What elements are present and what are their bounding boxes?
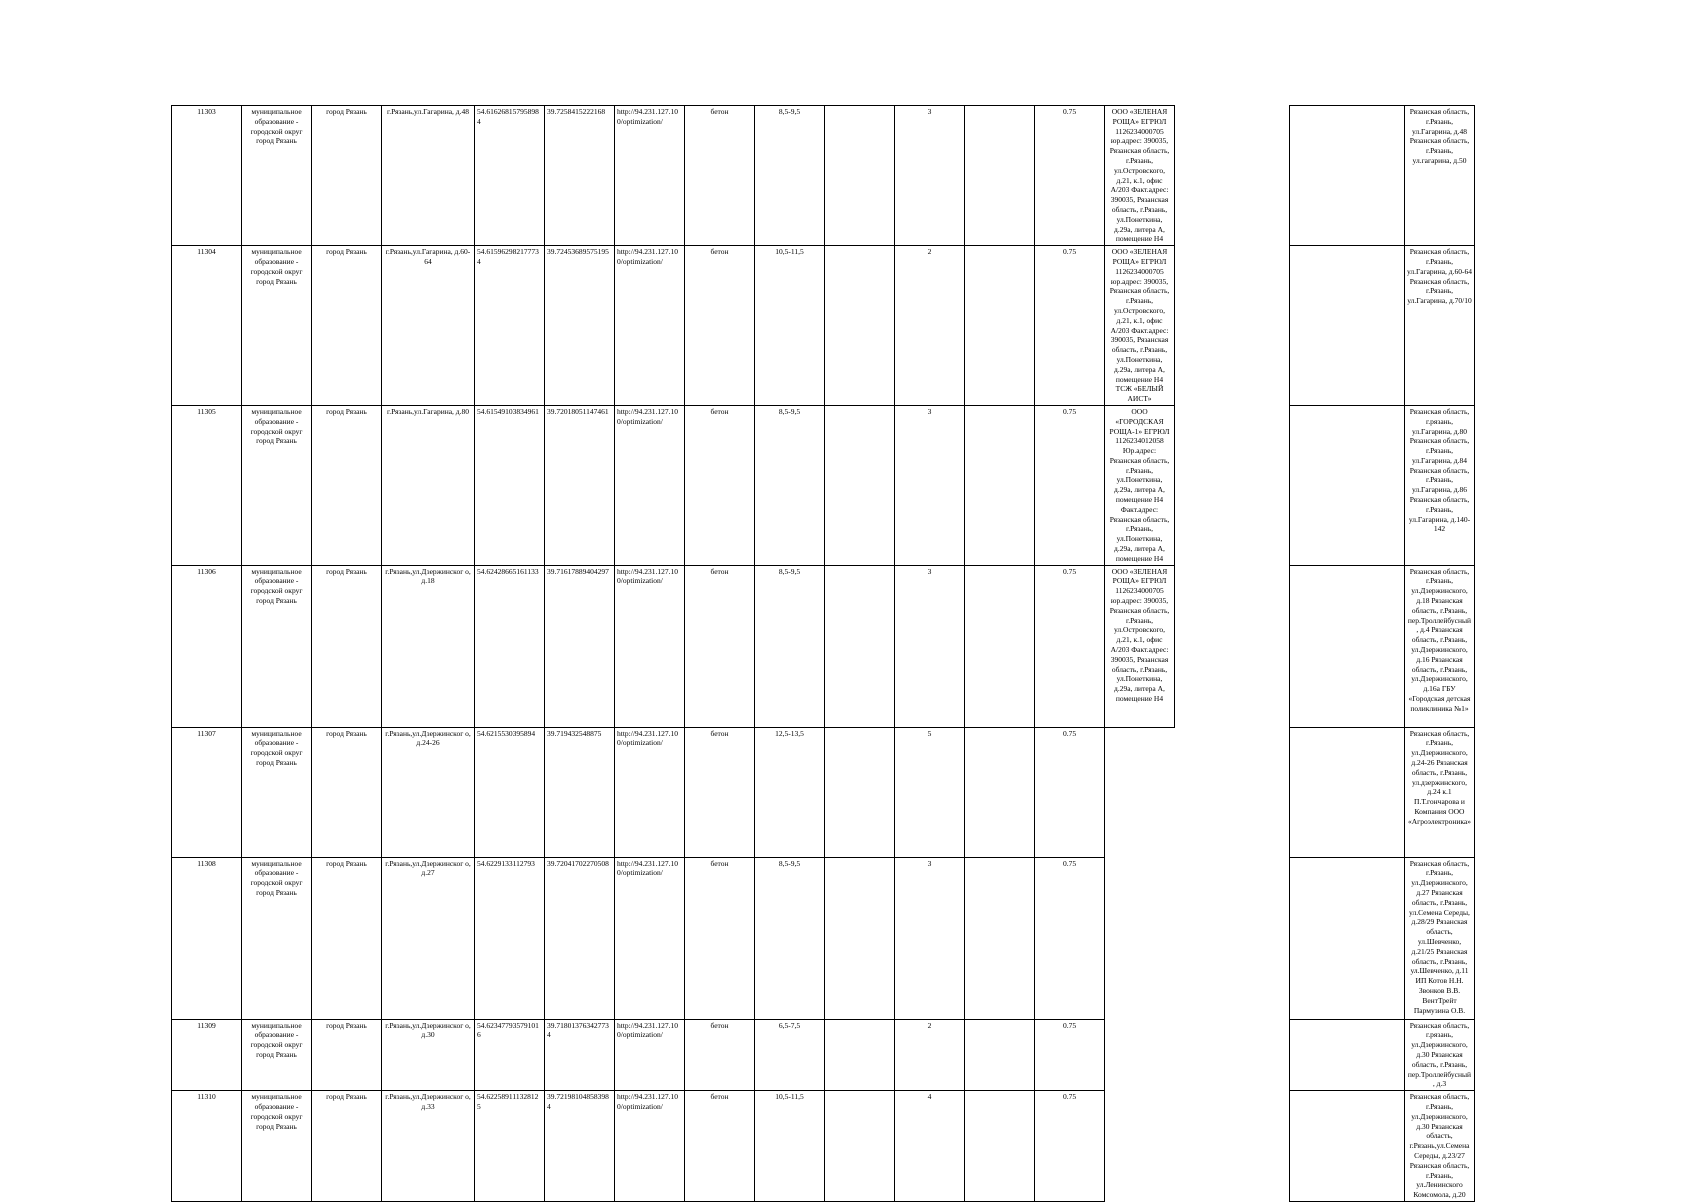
cell-empty-1 — [825, 1091, 895, 1202]
cell-url: http://94.231.127.10 0/optimization/ — [615, 246, 685, 406]
cell-latitude: 54.62428665161133 — [475, 565, 545, 727]
cell-url: http://94.231.127.10 0/optimization/ — [615, 857, 685, 1019]
cell-empty-4 — [1290, 565, 1405, 727]
cell-city: город Рязань — [312, 1091, 382, 1202]
cell-containers: 3 — [895, 565, 965, 727]
table-row — [172, 246, 1573, 406]
cell-volume: 0.75 — [1035, 565, 1105, 727]
table-row — [172, 857, 1573, 1019]
table-row — [172, 106, 1573, 246]
cell-owner: ООО «ЗЕЛЕНАЯ РОЩА» ЕГРЮЛ 1126234000705 юр.адрес: 390035, Рязанская область, г.Рязань, ул.Островского, д.21, к.1, офис А/203 Факт.адрес: 390035, Рязанская область, г.Рязань, ул.Понеткина, д.29а, литера А, помещение Н4 — [1105, 106, 1175, 246]
cell-url: http://94.231.127.10 0/optimization/ — [615, 1019, 685, 1091]
cell-url: http://94.231.127.10 0/optimization/ — [615, 1091, 685, 1202]
cell-area: 10,5-11,5 — [755, 246, 825, 406]
cell-empty-2 — [965, 246, 1035, 406]
cell-municipality: муниципальное образование - городской округ город Рязань — [242, 246, 312, 406]
cell-address: г.Рязань,ул.Дзержинског о, д.27 — [382, 857, 475, 1019]
cell-empty-2 — [965, 405, 1035, 565]
cell-gap — [1175, 1019, 1290, 1091]
cell-empty-4 — [1290, 727, 1405, 857]
cell-served-objects: Рязанская область, г.Рязань, ул.Дзержинского, д.24-26 Рязанская область, г.Рязань, ул.дзержинского, д.24 к.1 П.Т.гончарова и Компания ООО «Агроэлектроника» — [1405, 727, 1475, 857]
cell-empty-4 — [1290, 405, 1405, 565]
cell-gap — [1175, 246, 1290, 406]
cell-id: 11306 — [172, 565, 242, 727]
cell-city: город Рязань — [312, 727, 382, 857]
cell-id: 11304 — [172, 246, 242, 406]
cell-surface: бетон — [685, 1091, 755, 1202]
cell-empty-1 — [825, 727, 895, 857]
cell-city: город Рязань — [312, 857, 382, 1019]
cell-latitude: 54.6215530395894 — [475, 727, 545, 857]
cell-municipality: муниципальное образование - городской округ город Рязань — [242, 1019, 312, 1091]
cell-latitude: 54.62347793579101 6 — [475, 1019, 545, 1091]
cell-gap — [1175, 857, 1290, 1019]
cell-id: 11305 — [172, 405, 242, 565]
cell-served-objects: Рязанская область, г.Рязань, ул.Гагарина, д.48 Рязанская область, г.Рязань, ул.гагарина, д.50 — [1405, 106, 1475, 246]
cell-served-objects: Рязанская область, г.Рязань, ул.Гагарина, д.60-64 Рязанская область, г.Рязань, ул.Гагарина, д.70/10 — [1405, 246, 1475, 406]
cell-owner-empty — [1105, 1019, 1175, 1091]
cell-owner: ООО «ГОРОДСКАЯ РОЩА-1» ЕГРЮЛ 1126234012058 Юр.адрес: Рязанская область, г.Рязань, ул.Понеткина, д.29а, литера А, помещение Н4 Факт.адрес: Рязанская область, г.Рязань, ул.Понеткина, д.29а, литера А, помещение Н4 — [1105, 405, 1175, 565]
cell-municipality: муниципальное образование - городской округ город Рязань — [242, 565, 312, 727]
cell-volume: 0.75 — [1035, 1091, 1105, 1202]
cell-url: http://94.231.127.10 0/optimization/ — [615, 727, 685, 857]
cell-address: г.Рязань,ул.Гагарина, д.48 — [382, 106, 475, 246]
cell-owner: ООО «ЗЕЛЕНАЯ РОЩА» ЕГРЮЛ 1126234000705 юр.адрес: 390035, Рязанская область, г.Рязань, ул.Островского, д.21, к.1, офис А/203 Факт.адрес: 390035, Рязанская область, г.Рязань, ул.Понеткина, д.29а, литера А, помещение Н4 ТСЖ «БЕЛЫЙ АИСТ» — [1105, 246, 1175, 406]
cell-owner-empty — [1105, 727, 1175, 857]
cell-served-objects: Рязанская область, г.рязань, ул.Гагарина, д.80 Рязанская область, г.Рязань, ул.Гагарина, д.84 Рязанская область, г.Рязань, ул.Гагарина, д.86 Рязанская область, г.Рязань, ул.Гагарина, д.140-142 — [1405, 405, 1475, 565]
cell-longitude: 39.72041702270508 — [545, 857, 615, 1019]
cell-surface: бетон — [685, 1019, 755, 1091]
cell-longitude: 39.71801376342773 4 — [545, 1019, 615, 1091]
cell-volume: 0.75 — [1035, 857, 1105, 1019]
cell-volume: 0.75 — [1035, 405, 1105, 565]
cell-municipality: муниципальное образование - городской округ город Рязань — [242, 857, 312, 1019]
table-row — [172, 565, 1573, 727]
cell-id: 11310 — [172, 1091, 242, 1202]
cell-served-objects: Рязанская область, г.Рязань, ул.Дзержинского, д.27 Рязанская область, г.Рязань, ул.Семена Середы, д.28/29 Рязанская область, ул.Шевченко, д.21/25 Рязанская область, г.Рязань, ул.Шевченко, д.11 ИП Котов Н.Н. Звонков В.В. ВентТрейт Пармузина О.В. — [1405, 857, 1475, 1019]
cell-url: http://94.231.127.10 0/optimization/ — [615, 405, 685, 565]
cell-longitude: 39.72018051147461 — [545, 405, 615, 565]
cell-volume: 0.75 — [1035, 727, 1105, 857]
cell-latitude: 54.61549103834961 — [475, 405, 545, 565]
cell-containers: 2 — [895, 1019, 965, 1091]
cell-address: г.Рязань,ул.Гагарина, д.60-64 — [382, 246, 475, 406]
cell-city: город Рязань — [312, 565, 382, 727]
cell-containers: 3 — [895, 405, 965, 565]
cell-owner-empty — [1105, 1091, 1175, 1202]
cell-id: 11303 — [172, 106, 242, 246]
cell-city: город Рязань — [312, 405, 382, 565]
cell-empty-4 — [1290, 857, 1405, 1019]
cell-containers: 2 — [895, 246, 965, 406]
cell-area: 8,5-9,5 — [755, 857, 825, 1019]
cell-latitude: 54.62258911132812 5 — [475, 1091, 545, 1202]
cell-empty-1 — [825, 106, 895, 246]
cell-surface: бетон — [685, 565, 755, 727]
cell-url: http://94.231.127.10 0/optimization/ — [615, 565, 685, 727]
cell-empty-4 — [1290, 106, 1405, 246]
cell-area: 8,5-9,5 — [755, 565, 825, 727]
cell-id: 11307 — [172, 727, 242, 857]
cell-gap — [1175, 565, 1290, 727]
cell-empty-1 — [825, 1019, 895, 1091]
cell-empty-4 — [1290, 1091, 1405, 1202]
cell-containers: 3 — [895, 106, 965, 246]
table-row — [172, 727, 1573, 857]
cell-served-objects: Рязанская область, г.рязань, ул.Дзержинского, д.30 Рязанская область, г.Рязань, пер.Троллейбусный, д.3 — [1405, 1019, 1475, 1091]
cell-address: г.Рязань,ул.Дзержинског о, д.24-26 — [382, 727, 475, 857]
cell-city: город Рязань — [312, 1019, 382, 1091]
cell-address: г.Рязань,ул.Дзержинског о, д.18 — [382, 565, 475, 727]
cell-surface: бетон — [685, 106, 755, 246]
cell-containers: 5 — [895, 727, 965, 857]
table-row — [172, 405, 1573, 565]
cell-served-objects: Рязанская область, г.Рязань, ул.Дзержинского, д.30 Рязанская область, г.Рязань,ул.Семена Середы, д.23/27 Рязанская область, г.Рязань, ул.Ленинского Комсомола, д.20 — [1405, 1091, 1475, 1202]
cell-municipality: муниципальное образование - городской округ город Рязань — [242, 1091, 312, 1202]
cell-empty-2 — [965, 106, 1035, 246]
cell-gap — [1175, 106, 1290, 246]
cell-empty-2 — [965, 565, 1035, 727]
cell-municipality: муниципальное образование - городской округ город Рязань — [242, 727, 312, 857]
cell-surface: бетон — [685, 857, 755, 1019]
cell-surface: бетон — [685, 727, 755, 857]
cell-empty-2 — [965, 857, 1035, 1019]
cell-empty-1 — [825, 565, 895, 727]
cell-empty-2 — [965, 1091, 1035, 1202]
table-row — [172, 1091, 1573, 1202]
cell-longitude: 39.72453689575195 — [545, 246, 615, 406]
cell-address: г.Рязань,ул.Гагарина, д.80 — [382, 405, 475, 565]
cell-gap — [1175, 727, 1290, 857]
cell-longitude: 39.719432548875 — [545, 727, 615, 857]
table-row — [172, 1019, 1573, 1091]
cell-address: г.Рязань,ул.Дзержинског о, д.33 — [382, 1091, 475, 1202]
cell-city: город Рязань — [312, 246, 382, 406]
cell-address: г.Рязань,ул.Дзержинског о, д.30 — [382, 1019, 475, 1091]
cell-latitude: 54.61596298217773 4 — [475, 246, 545, 406]
cell-containers: 3 — [895, 857, 965, 1019]
cell-empty-2 — [965, 727, 1035, 857]
cell-latitude: 54.6229133112793 — [475, 857, 545, 1019]
cell-owner: ООО «ЗЕЛЕНАЯ РОЩА» ЕГРЮЛ 1126234000705 юр.адрес: 390035, Рязанская область, г.Рязань, ул.Островского, д.21, к.1, офис А/203 Факт.адрес: 390035, Рязанская область, г.Рязань, ул.Понеткина, д.29а, литера А, помещение Н4 — [1105, 565, 1175, 727]
cell-area: 12,5-13,5 — [755, 727, 825, 857]
cell-area: 8,5-9,5 — [755, 405, 825, 565]
cell-volume: 0.75 — [1035, 1019, 1105, 1091]
cell-gap — [1175, 405, 1290, 565]
cell-longitude: 39.7258415222168 — [545, 106, 615, 246]
cell-empty-1 — [825, 246, 895, 406]
cell-url: http://94.231.127.10 0/optimization/ — [615, 106, 685, 246]
cell-area: 8,5-9,5 — [755, 106, 825, 246]
cell-surface: бетон — [685, 246, 755, 406]
cell-municipality: муниципальное образование - городской округ город Рязань — [242, 106, 312, 246]
cell-surface: бетон — [685, 405, 755, 565]
cell-empty-4 — [1290, 246, 1405, 406]
cell-area: 6,5-7,5 — [755, 1019, 825, 1091]
cell-municipality: муниципальное образование - городской округ город Рязань — [242, 405, 312, 565]
register-table — [171, 105, 1573, 1202]
cell-empty-4 — [1290, 1019, 1405, 1091]
cell-latitude: 54.61626815795898 4 — [475, 106, 545, 246]
cell-volume: 0.75 — [1035, 106, 1105, 246]
cell-longitude: 39.71617889404297 — [545, 565, 615, 727]
cell-id: 11308 — [172, 857, 242, 1019]
cell-empty-1 — [825, 857, 895, 1019]
cell-gap — [1175, 1091, 1290, 1202]
cell-area: 10,5-11,5 — [755, 1091, 825, 1202]
cell-city: город Рязань — [312, 106, 382, 246]
cell-empty-2 — [965, 1019, 1035, 1091]
cell-volume: 0.75 — [1035, 246, 1105, 406]
cell-longitude: 39.72198104858398 4 — [545, 1091, 615, 1202]
cell-served-objects: Рязанская область, г.Рязань, ул.Дзержинского, д.18 Рязанская область, г.Рязань, пер.Троллейбусный, д.4 Рязанская область, г.Рязань, ул.Дзержинского, д.16 Рязанская область, г.Рязань, ул.Дзержинского, д.16а ГБУ «Городская детская поликлиника №1» — [1405, 565, 1475, 727]
cell-containers: 4 — [895, 1091, 965, 1202]
cell-id: 11309 — [172, 1019, 242, 1091]
cell-empty-1 — [825, 405, 895, 565]
cell-owner-empty — [1105, 857, 1175, 1019]
